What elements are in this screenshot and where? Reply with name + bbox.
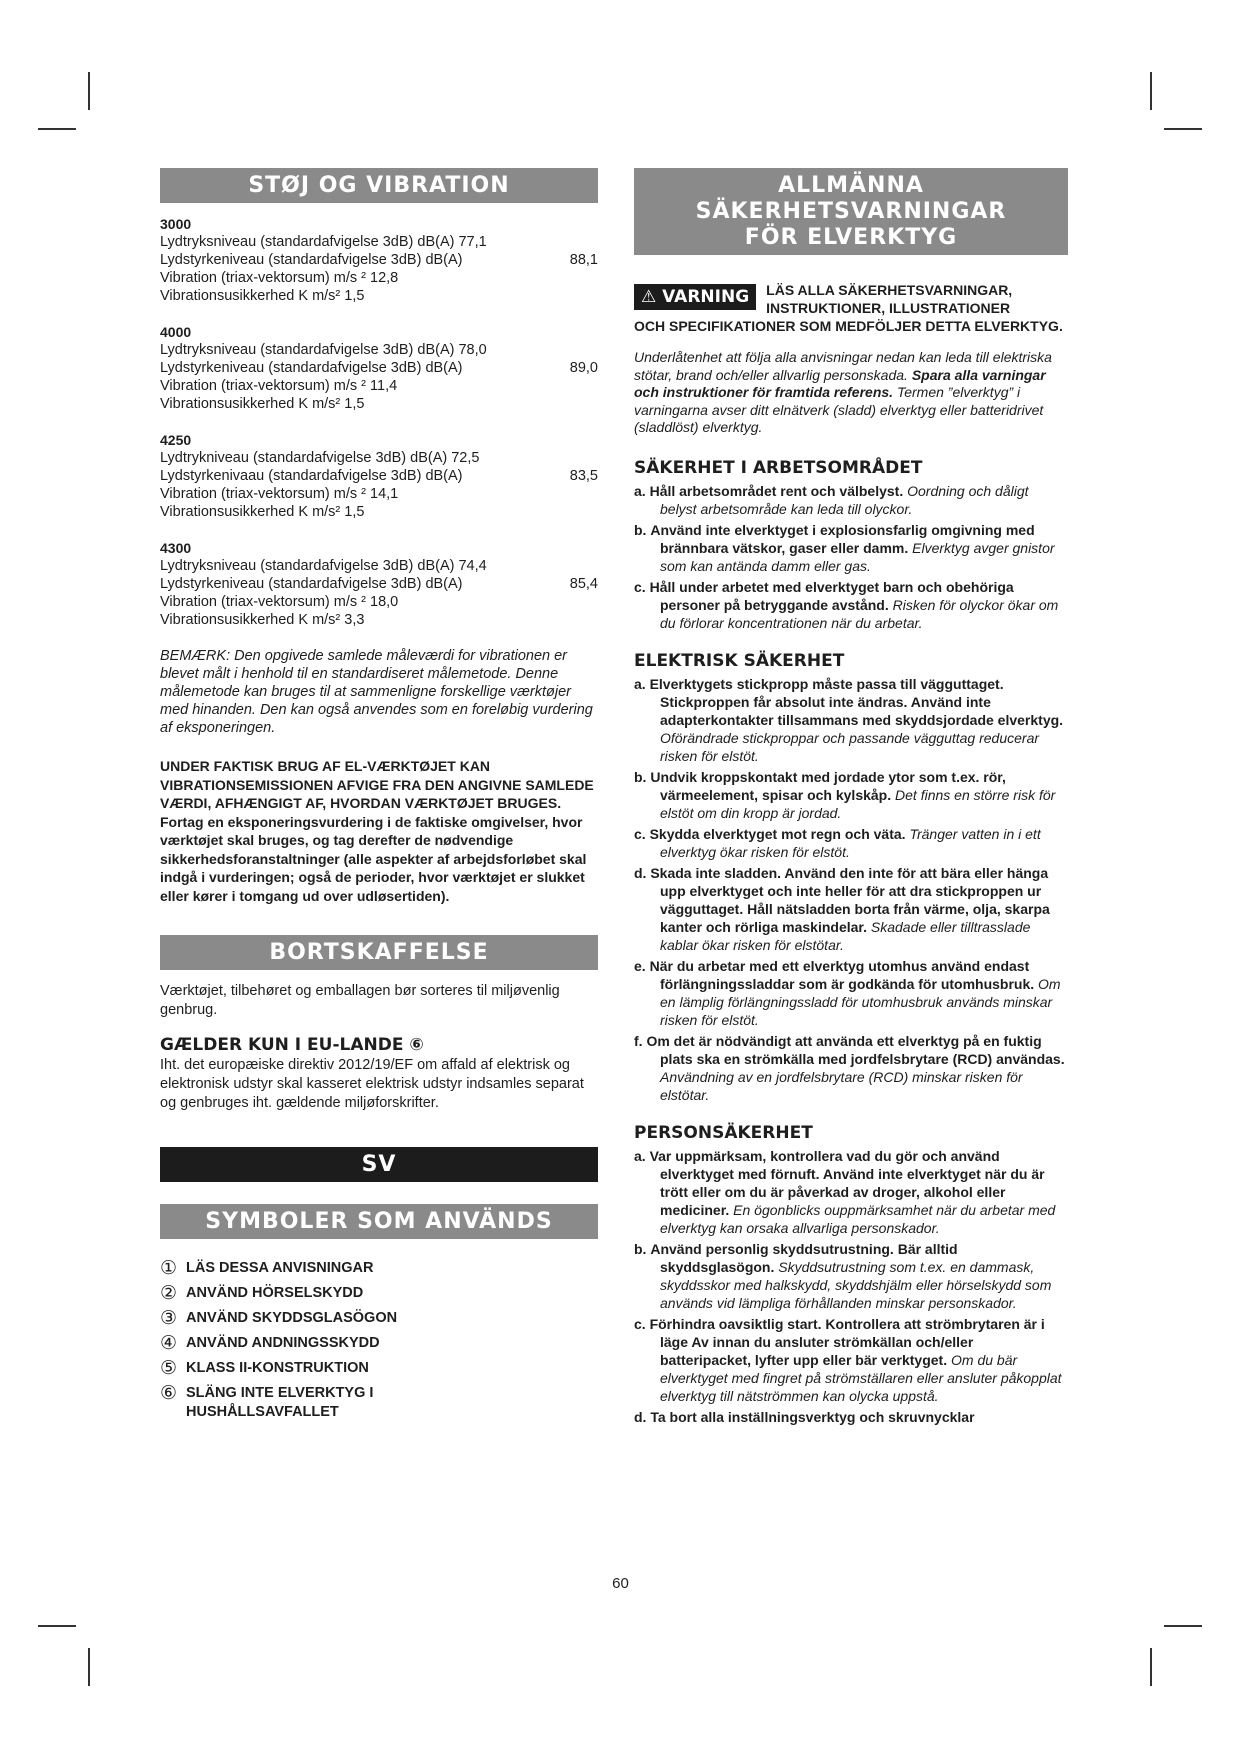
language-banner: SV: [160, 1147, 598, 1182]
model-block: [160, 539, 598, 629]
spec-text: Vibration (triax-vektorsum) m/s ² 14,1: [160, 486, 399, 502]
spec-text: Vibrationsusikkerhed K m/s² 1,5: [160, 288, 365, 304]
intro: [634, 349, 1068, 437]
item-label: f.: [634, 1032, 643, 1049]
item-italic: En ögonblicks ouppmärksamhet när du arbetar med elverktyg kan orsaka allvarliga personskador.: [660, 1201, 1056, 1236]
spec-text: Lydtryksniveau (standardafvigelse 3dB) dB(A) 74,4: [160, 558, 487, 574]
item-label: c.: [634, 825, 646, 842]
symbol-label: ANVÄND HÖRSELSKYDD: [186, 1285, 364, 1301]
item-bold: Håll under arbetet med elverktyget barn och obehöriga personer på betryggande avstånd.: [649, 578, 1014, 613]
noise-banner: STØJ OG VIBRATION: [160, 168, 598, 203]
item-bold: Undvik kroppskontakt med jordade ytor som t.ex. rör, värmeelement, spisar och kylskåp.: [650, 768, 1006, 803]
spec-value: 89,0: [569, 360, 598, 376]
item-bold: Om det är nödvändigt att använda ett elverktyg på en fuktig plats ska en strömkälla med jordfelsbrytare (RCD) användas.: [646, 1032, 1065, 1067]
model-number: 4250: [160, 432, 192, 448]
crop-mark: [38, 128, 76, 130]
spec-line: [160, 395, 598, 413]
spec-line: [160, 251, 598, 269]
disposal-banner: BORTSKAFFELSE: [160, 935, 598, 970]
safety-banner-line2: FÖR ELVERKTYG: [744, 225, 958, 250]
symbol-label: LÄS DESSA ANVISNINGAR: [186, 1260, 374, 1276]
symbol-item: [160, 1334, 598, 1353]
page-number: 60: [612, 1575, 629, 1592]
item-label: a.: [634, 482, 646, 499]
item-italic: Risken för olyckor ökar om du förlorar koncentrationen när du arbetar.: [660, 596, 1059, 631]
crop-mark: [88, 72, 90, 110]
section-heading: SÄKERHET I ARBETSOMRÅDET: [634, 457, 923, 478]
list-item: [634, 1147, 1068, 1237]
symbol-item: [160, 1259, 598, 1278]
model-block: [160, 215, 598, 305]
spec-text: Lydstyrkeniveau (standardafvigelse 3dB) dB(A): [160, 252, 463, 268]
item-label: b.: [634, 521, 647, 538]
item-bold: Skada inte sladden. Använd den inte för att bära eller hänga upp elverktyget och inte heller för att dra stickproppen ur vägguttaget. Håll nätsladden borta från värme, olja, skarpa kanter och rörliga maskindelar.: [650, 864, 1050, 935]
section-heading: PERSONSÄKERHET: [634, 1122, 813, 1143]
item-bold: Håll arbetsområdet rent och välbelyst.: [649, 482, 904, 499]
spec-line: [160, 269, 598, 287]
spec-text: Lydtryksniveau (standardafvigelse 3dB) dB(A) 77,1: [160, 234, 487, 250]
warning-badge: ⚠ VARNING: [634, 284, 756, 310]
item-bold: Elverktygets stickpropp måste passa till vägguttaget. Stickproppen får absolut inte ändras. Använd inte adapterkontakter tillsammans med skyddsjordade elverktyg.: [649, 675, 1064, 728]
spec-line: [160, 467, 598, 485]
symbol-number: ①: [160, 1258, 178, 1279]
spec-line: [160, 503, 598, 521]
spec-line: [160, 449, 598, 467]
crop-mark: [1164, 128, 1202, 130]
symbol-item: [160, 1384, 598, 1422]
spec-value: 85,4: [569, 576, 598, 592]
item-bold: Skydda elverktyget mot regn och väta.: [649, 825, 906, 842]
symbol-number: ④: [160, 1333, 178, 1354]
symbol-item: [160, 1284, 598, 1303]
model-number: 3000: [160, 216, 192, 232]
symbol-number: ②: [160, 1283, 178, 1304]
spec-line: [160, 557, 598, 575]
item-label: d.: [634, 1408, 647, 1425]
symbol-item: [160, 1309, 598, 1328]
item-italic: Tränger vatten in i ett elverktyg ökar risken för elstöt.: [660, 825, 1041, 860]
item-italic: Oförändrade stickproppar och passande vägguttag reducerar risken för elstöt.: [660, 729, 1040, 764]
warning-text: LÄS ALLA SÄKERHETSVARNINGAR, INSTRUKTIONER, ILLUSTRATIONER: [766, 282, 1013, 316]
item-label: c.: [634, 1315, 646, 1332]
crop-mark: [38, 1625, 76, 1627]
eu-heading: GÆLDER KUN I EU-LANDE ⑥: [160, 1035, 424, 1055]
spec-line: [160, 377, 598, 395]
item-label: a.: [634, 675, 646, 692]
spec-text: Vibrationsusikkerhed K m/s² 1,5: [160, 504, 365, 520]
spec-line: [160, 341, 598, 359]
symbols-list: [160, 1259, 598, 1422]
spec-text: Lydstyrkenivaau (standardafvigelse 3dB) dB(A): [160, 468, 463, 484]
crop-mark: [1150, 72, 1152, 110]
disposal-text: Værktøjet, tilbehøret og emballagen bør sorteres til miljøvenlig genbrug.: [160, 983, 560, 1018]
spec-text: Vibration (triax-vektorsum) m/s ² 18,0: [160, 594, 399, 610]
model-block: [160, 323, 598, 413]
list-item: [634, 521, 1068, 575]
spec-text: Lydtrykniveau (standardafvigelse 3dB) dB(A) 72,5: [160, 450, 480, 466]
item-italic: Användning av en jordfelsbrytare (RCD) minskar risken för elstötar.: [660, 1068, 1023, 1103]
model-number: 4300: [160, 540, 192, 556]
item-italic: Skadade eller tilltrasslade kablar ökar risken för elstötar.: [660, 918, 1031, 953]
crop-mark: [88, 1648, 90, 1686]
list-item: [634, 1240, 1068, 1312]
item-italic: Om en lämplig förlängningssladd för utomhusbruk används minskar risken för elstöt.: [660, 975, 1061, 1028]
list-item: [634, 825, 1068, 861]
symbol-label: KLASS II-KONSTRUKTION: [186, 1360, 369, 1376]
list-item: [634, 1315, 1068, 1405]
noise-data: [160, 215, 598, 629]
spec-text: Vibrationsusikkerhed K m/s² 3,3: [160, 612, 365, 628]
item-label: a.: [634, 1147, 646, 1164]
spec-line: [160, 593, 598, 611]
item-label: b.: [634, 768, 647, 785]
section-heading: ELEKTRISK SÄKERHET: [634, 650, 845, 671]
spec-line: [160, 611, 598, 629]
item-bold: När du arbetar med ett elverktyg utomhus använd endast förlängningssladdar som är godkända för utomhusbruk.: [649, 957, 1035, 992]
list-item: [634, 957, 1068, 1029]
spec-line: [160, 485, 598, 503]
spec-value: 88,1: [569, 252, 598, 268]
item-italic: Elverktyg avger gnistor som kan antända damm eller gas.: [660, 539, 1055, 574]
list-item: [634, 1032, 1068, 1104]
symbol-label: ANVÄND ANDNINGSSKYDD: [186, 1335, 380, 1351]
spec-value: 83,5: [569, 468, 598, 484]
symbol-number: ⑤: [160, 1358, 178, 1379]
spec-text: Vibration (triax-vektorsum) m/s ² 11,4: [160, 378, 398, 394]
symbol-item: [160, 1359, 598, 1378]
warning-rest: OCH SPECIFIKATIONER SOM MEDFÖLJER DETTA ELVERKTYG.: [634, 318, 1063, 334]
item-bold: Ta bort alla inställningsverktyg och skruvnycklar: [650, 1408, 975, 1425]
spec-text: Vibration (triax-vektorsum) m/s ² 12,8: [160, 270, 399, 286]
list-item: [634, 578, 1068, 632]
intro-italic: Underlåtenhet att följa alla anvisningar nedan kan leda till elektriska stötar, brand och/eller allvarlig personskada.: [634, 349, 1052, 383]
symbol-number: ⑥: [160, 1383, 178, 1404]
intro-term: Termen ”elverktyg” i varningarna avser ditt elnätverk (sladd) elverktyg eller batteridrivet (sladdlöst) elverktyg.: [634, 384, 1044, 435]
item-label: e.: [634, 957, 646, 974]
item-italic: Oordning och dåligt belyst arbetsområde kan leda till olyckor.: [660, 482, 1029, 517]
vibration-warning: UNDER FAKTISK BRUG AF EL-VÆRKTØJET KAN VIBRATIONSEMISSIONEN AFVIGE FRA DEN ANGIVNE SAMLEDE VÆRDI, AFHÆNGIGT AF, HVORDAN VÆRKTØJET BRUGES. Fortag en eksponeringsvurdering i de faktiske omgivelser, hvor værktøjet skal bruges, og tag derefter de nødvendige sikkerhedsforanstaltninger (alle aspekter af arbejdsforløbet skal indgå i vurderingen; også de perioder, hvor værktøjet er slukket eller kører i tomgang ud over udløsertiden).: [160, 758, 594, 904]
list-item: [634, 675, 1068, 765]
spec-text: Lydstyrkeniveau (standardafvigelse 3dB) dB(A): [160, 576, 463, 592]
item-bold: Förhindra oavsiktlig start. Kontrollera att strömbrytaren är i läge Av innan du ansluter strömkällan och/eller batteripacket, lyfter upp eller bär verktyget.: [649, 1315, 1045, 1368]
item-italic: Om du bär elverktyget med fingret på strömställaren eller ansluter påkopplat elverktyg till nätströmmen kan olycka uppstå.: [660, 1351, 1062, 1404]
spec-text: Lydtryksniveau (standardafvigelse 3dB) dB(A) 78,0: [160, 342, 487, 358]
spec-line: [160, 575, 598, 593]
symbols-banner: SYMBOLER SOM ANVÄNDS: [160, 1204, 598, 1239]
spec-text: Vibrationsusikkerhed K m/s² 1,5: [160, 396, 365, 412]
item-label: c.: [634, 578, 646, 595]
item-italic: Skyddsutrustning som t.ex. en dammask, skyddsskor med halkskydd, skyddshjälm eller hörselskydd som används vid lämpliga förhållanden minskar personskador.: [660, 1258, 1052, 1311]
symbol-number: ③: [160, 1308, 178, 1329]
model-block: [160, 431, 598, 521]
spec-line: [160, 287, 598, 305]
item-label: b.: [634, 1240, 647, 1257]
symbol-label: ANVÄND SKYDDSGLASÖGON: [186, 1310, 398, 1326]
measurement-note: BEMÆRK: Den opgivede samlede måleværdi for vibrationen er blevet målt i henhold til en standardiseret målemetode. Denne målemetode kan bruges til at sammenligne forskellige værktøjer med hinanden. Den kan også anvendes som en foreløbig vurdering af eksponeringen.: [160, 648, 593, 736]
list-item: [634, 864, 1068, 954]
safety-banner-line1: ALLMÄNNA SÄKERHETSVARNINGAR: [695, 173, 1007, 224]
model-number: 4000: [160, 324, 192, 340]
item-bold: Använd personlig skyddsutrustning. Bär alltid skyddsglasögon.: [650, 1240, 958, 1275]
item-italic: Det finns en större risk för elstöt om din kropp är jordad.: [660, 786, 1056, 821]
crop-mark: [1164, 1625, 1202, 1627]
right-column: [634, 168, 1068, 1426]
intro-bold: Spara alla varningar och instruktioner för framtida referens.: [634, 366, 1046, 400]
eu-text: Iht. det europæiske direktiv 2012/19/EF om affald af elektrisk og elektronisk udstyr skal kasseret elektrisk udstyr indsamles separat og genbruges iht. gældende miljøforskrifter.: [160, 1057, 584, 1111]
item-bold: Använd inte elverktyget i explosionsfarlig omgivning med brännbara vätskor, gaser eller damm.: [650, 521, 1035, 556]
list-item: [634, 768, 1068, 822]
spec-line: [160, 233, 598, 251]
left-column: [160, 168, 598, 1428]
item-bold: Var uppmärksam, kontrollera vad du gör och använd elverktyget med förnuft. Använd inte elverktyget när du är trött eller om du är påverkad av droger, alkohol eller mediciner.: [649, 1147, 1045, 1218]
warning-block: [634, 281, 1068, 317]
list-item: [634, 482, 1068, 518]
safety-banner: [634, 168, 1068, 255]
item-label: d.: [634, 864, 647, 881]
list-item: [634, 1408, 1068, 1426]
spec-text: Lydstyrkeniveau (standardafvigelse 3dB) dB(A): [160, 360, 463, 376]
spec-line: [160, 359, 598, 377]
symbol-label: SLÄNG INTE ELVERKTYG I HUSHÅLLSAVFALLET: [186, 1385, 374, 1420]
crop-mark: [1150, 1648, 1152, 1686]
